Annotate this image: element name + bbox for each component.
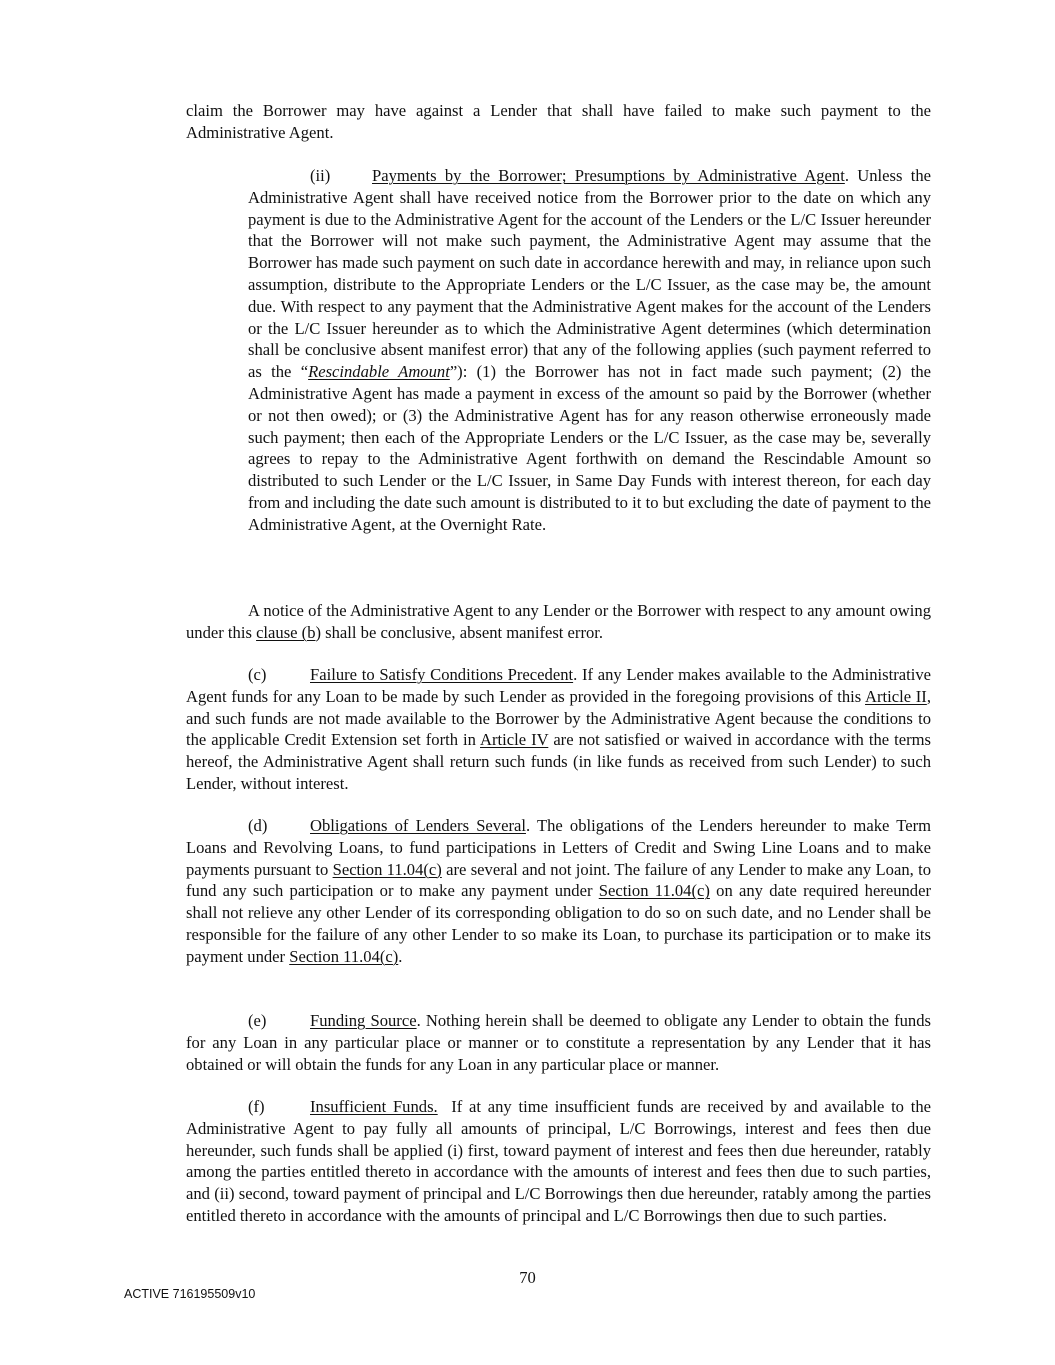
section-c-number: (c) <box>248 665 267 684</box>
section-e-paragraph: (e) Funding Source. Nothing herein shall be deemed to obligate any Lender to obtain the funds for any Loan in any particular place or manner or to constitute a representation by any Lender that it has obtained or will obtain the funds for any Loan in any particular place or manner. <box>186 1011 931 1074</box>
document-id: ACTIVE 716195509v10 <box>124 1287 256 1301</box>
section-1104c-reference: Section 11.04(c) <box>598 881 710 901</box>
intro-paragraph: claim the Borrower may have against a Lender that shall have failed to make such payment to the Administrative Agent. <box>186 101 931 142</box>
section-e-heading: Funding Source <box>310 1011 417 1030</box>
section-ii-paragraph: (ii) Payments by the Borrower; Presumptions by Administrative Agent. Unless the Administrative Agent shall have received notice from the Borrower prior to the date on which any payment is due to the Administrative Agent for the account of the Lenders or the L/C Issuer hereunder that the Borrower will not make such payment, the Administrative Agent may assume that the Borrower has made such payment on such date in accordance herewith and may, in reliance upon such assumption, distribute to the Appropriate Lenders or the L/C Issuer, as the case may be, the amount due. With respect to any payment that the Administrative Agent makes for the account of the Lenders or the L/C Issuer hereunder as to which the Administrative Agent determines (which determination shall be conclusive absent manifest error) that any of the following applies (such payment referred to as the “Rescindable Amount”): (1) the Borrower has not in fact made such payment; (2) the Administrative Agent has made a payment in excess of the amount so paid by the Borrower (whether or not then owed); or (3) the Administrative Agent has for any reason otherwise erroneously made such payment; then each of the Appropriate Lenders or the L/C Issuer, as the case may be, severally agrees to repay to the Administrative Agent forthwith on demand the Rescindable Amount so distributed to such Lender or the L/C Issuer, in Same Day Funds with interest thereon, for each day from and including the date such amount is distributed to it to but excluding the date of payment to the Administrative Agent, at the Overnight Rate. <box>248 166 931 534</box>
section-c-paragraph: (c) Failure to Satisfy Conditions Precedent. If any Lender makes available to the Administrative Agent funds for any Loan to be made by such Lender as provided in the foregoing provisions of this Article II, and such funds are not made available to the Borrower by the Administrative Agent because the conditions to the applicable Credit Extension set forth in Article IV are not satisfied or waived in accordance with the terms hereof, the Administrative Agent shall return such funds (in like funds as received from such Lender) to such Lender, without interest. <box>186 665 932 793</box>
section-1104c-reference: Section 11.04(c) <box>332 859 442 879</box>
section-f-paragraph: (f) Insufficient Funds. If at any time insufficient funds are received by and available to the Administrative Agent to pay fully all amounts of principal, L/C Borrowings, interest and fees then due hereunder, such funds shall be applied (i) first, toward payment of interest and fees then due hereunder, ratably among the parties entitled thereto in accordance with the amounts of interest and fees then due to such parties, and (ii) second, toward payment of principal and L/C Borrowings then due hereunder, ratably among the parties entitled thereto in accordance with the amounts of principal and L/C Borrowings then due to such parties. <box>186 1097 936 1225</box>
section-ii-heading: Payments by the Borrower; Presumptions by Administrative Agent <box>372 166 845 185</box>
section-d-paragraph: (d) Obligations of Lenders Several. The obligations of the Lenders hereunder to make Term Loans and Revolving Loans, to fund participations in Letters of Credit and Swing Line Loans and to make payments pursuant to Section 11.04(c) are several and not joint. The failure of any Lender to make any Loan, to fund any such participation or to make any payment under Section 11.04(c) on any date required hereunder shall not relieve any other Lender of its corresponding obligation to do so on such date, and no Lender shall be responsible for the failure of any other Lender to so make its Loan, to purchase its participation or to make its payment under Section 11.04(c). <box>186 816 932 966</box>
section-d-heading: Obligations of Lenders Several <box>310 816 526 835</box>
section-d-number: (d) <box>248 816 268 835</box>
article-ii-reference: Article II <box>865 686 927 706</box>
page-number: 70 <box>519 1268 536 1287</box>
section-c-heading: Failure to Satisfy Conditions Precedent <box>310 665 574 684</box>
section-f-heading: Insufficient Funds. <box>310 1097 438 1116</box>
section-e-number: (e) <box>248 1011 267 1030</box>
article-iv-reference: Article IV <box>480 730 549 750</box>
rescindable-amount-term: Rescindable Amount <box>308 362 450 382</box>
section-1104c-reference: Section 11.04(c) <box>289 946 399 966</box>
notice-paragraph: A notice of the Administrative Agent to any Lender or the Borrower with respect to any amount owing under this clause (b) shall be conclusive, absent manifest error. <box>186 601 931 642</box>
clause-b-reference: clause (b <box>256 622 316 642</box>
section-f-number: (f) <box>248 1097 265 1116</box>
section-ii-number: (ii) <box>310 166 331 185</box>
